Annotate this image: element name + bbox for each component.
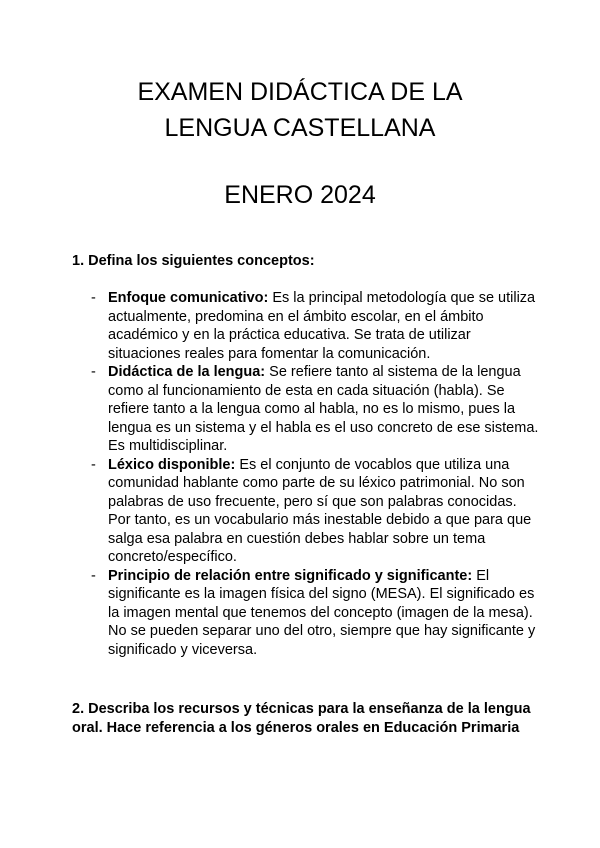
list-item: [91, 289, 541, 363]
title-line-2: LENGUA CASTELLANA: [164, 114, 436, 142]
question-1-heading: 1. Defina los siguientes conceptos:: [72, 253, 315, 269]
list-item: [91, 567, 541, 660]
bullet-dash: -: [91, 567, 96, 584]
concept-definition: Es la principal metodología que se utiliza actualmente, predomina en el ámbito escolar, en el ámbito académico y en la práctica educativa. Se trata de utilizar situaciones reales para fomentar la comunicación.: [108, 290, 536, 362]
bullet-dash: -: [91, 290, 96, 306]
list-item: [91, 363, 541, 456]
concept-term: Léxico disponible:: [108, 456, 236, 473]
concept-term: Principio de relación entre significado y significante:: [108, 567, 473, 584]
list-item: [91, 456, 541, 567]
concept-definition: Es el conjunto de vocablos que utiliza una comunidad hablante como parte de su léxico patrimonial. No son palabras de uso frecuente, pero sí que son palabras conocidas. Por tanto, es un vocabulario más inestable debido a que para que salga esa palabra en cuestión debes hablar sobre un tema concreto/específico.: [108, 456, 532, 565]
question-2-heading: 2. Describa los recursos y técnicas para la enseñanza de la lengua oral. Hace referencia a los géneros orales en Educación Primaria: [72, 701, 531, 736]
title-line-1: EXAMEN DIDÁCTICA DE LA: [137, 78, 463, 106]
concept-definition: Se refiere tanto al sistema de la lengua como al funcionamiento de esta en cada situación (habla). Se refiere tanto a la lengua como al habla, no es lo mismo, pues la lengua es un sistema y el habla es el uso concreto de ese sistema. Es multidisciplinar.: [108, 364, 539, 454]
bullet-dash: -: [91, 456, 96, 473]
concept-term: Didáctica de la lengua:: [108, 364, 266, 380]
bullet-dash: -: [91, 364, 96, 380]
concept-list: [91, 289, 541, 659]
concept-definition: El significante es la imagen física del signo (MESA). El significado es la imagen mental que tenemos del concepto (imagen de la mesa). No se pueden separar uno del otro, siempre que hay significante y significado y viceversa.: [108, 567, 536, 658]
concept-term: Enfoque comunicativo:: [108, 290, 269, 306]
exam-date-title: ENERO 2024: [224, 181, 376, 209]
